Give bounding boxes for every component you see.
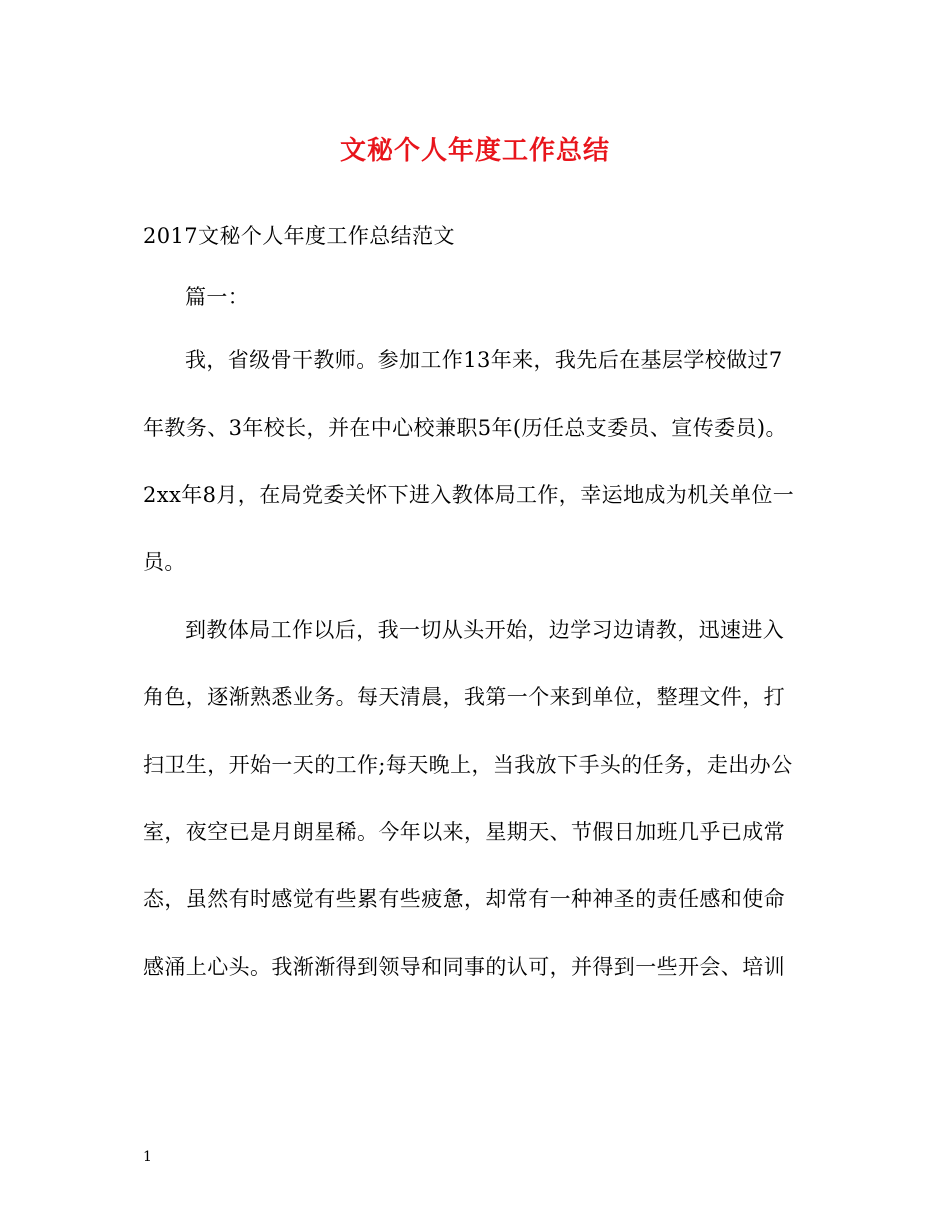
paragraph-line: 扫卫生，开始一天的工作;每天晚上，当我放下手头的任务，走出办公 — [143, 753, 793, 777]
document-subtitle: 2017文秘个人年度工作总结范文 — [143, 224, 455, 248]
paragraph-line: 我，省级骨干教师。参加工作13年来，我先后在基层学校做过7 — [185, 348, 783, 372]
paragraph-line: 感涌上心头。我渐渐得到领导和同事的认可，并得到一些开会、培训 — [143, 955, 785, 979]
document-title: 文秘个人年度工作总结 — [339, 136, 610, 166]
paragraph-line: 到教体局工作以后，我一切从头开始，边学习边请教，迅速进入 — [185, 618, 785, 642]
paragraph-line: 员。 — [143, 550, 186, 574]
paragraph-line: 态，虽然有时感觉有些累有些疲惫，却常有一种神圣的责任感和使命 — [143, 887, 785, 911]
section-label: 篇一： — [185, 285, 250, 309]
paragraph-line: 年教务、3年校长，并在中心校兼职5年(历任总支委员、宣传委员)。 — [143, 416, 787, 440]
paragraph-line: 角色，逐渐熟悉业务。每天清晨，我第一个来到单位，整理文件，打 — [143, 685, 785, 709]
paragraph-line: 室，夜空已是月朗星稀。今年以来，星期天、节假日加班几乎已成常 — [143, 820, 785, 844]
page-number: 1 — [143, 1149, 152, 1165]
paragraph-line: 2xx年8月，在局党委关怀下进入教体局工作，幸运地成为机关单位一 — [143, 483, 795, 507]
